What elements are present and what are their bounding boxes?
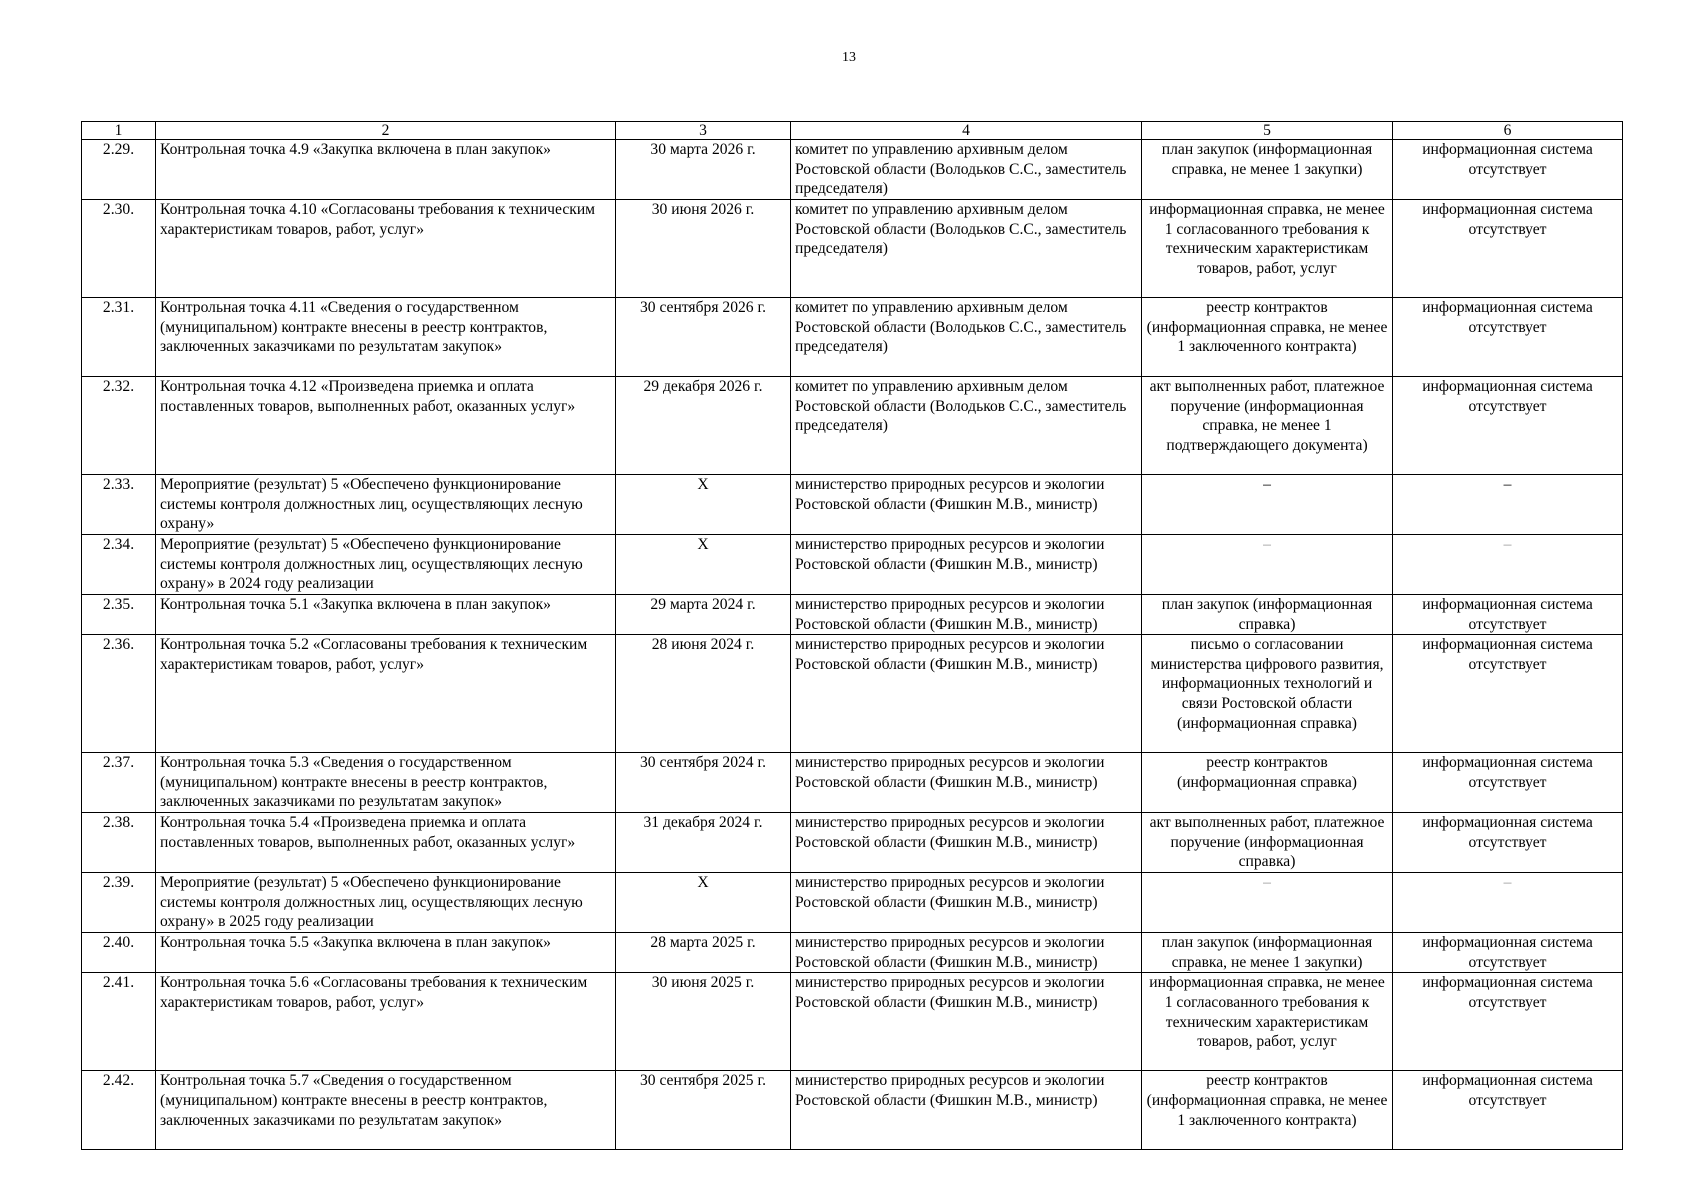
responsible-cell: комитет по управлению архивным делом Ростовской области (Володьков С.С., заместитель председателя) xyxy=(791,200,1142,298)
event-name-cell: Мероприятие (результат) 5 «Обеспечено функционирование системы контроля должностных лиц, осуществляющих лесную охрану» xyxy=(156,475,616,535)
control-points-table xyxy=(81,121,1623,1150)
row-number-cell: 2.41. xyxy=(82,973,156,1071)
info-system-cell: информационная система отсутствует xyxy=(1393,1071,1623,1150)
responsible-cell: министерство природных ресурсов и экологии Ростовской области (Фишкин М.В., министр) xyxy=(791,813,1142,873)
document-cell: – xyxy=(1142,873,1393,933)
info-system-cell: информационная система отсутствует xyxy=(1393,813,1623,873)
responsible-cell: министерство природных ресурсов и экологии Ростовской области (Фишкин М.В., министр) xyxy=(791,535,1142,595)
table-row xyxy=(82,200,1623,298)
date-cell: 29 марта 2024 г. xyxy=(616,595,791,635)
event-name-cell: Контрольная точка 5.6 «Согласованы требования к техническим характеристикам товаров, работ, услуг» xyxy=(156,973,616,1071)
info-system-cell: – xyxy=(1393,873,1623,933)
document-cell: информационная справка, не менее 1 согласованного требования к техническим характеристикам товаров, работ, услуг xyxy=(1142,200,1393,298)
row-number-cell: 2.30. xyxy=(82,200,156,298)
responsible-cell: министерство природных ресурсов и экологии Ростовской области (Фишкин М.В., министр) xyxy=(791,635,1142,753)
date-cell: Х xyxy=(616,535,791,595)
row-number-cell: 2.39. xyxy=(82,873,156,933)
document-cell: реестр контрактов (информационная справка) xyxy=(1142,753,1393,813)
info-system-cell: – xyxy=(1393,535,1623,595)
column-header: 4 xyxy=(791,122,1142,140)
info-system-cell: информационная система отсутствует xyxy=(1393,377,1623,475)
date-cell: 31 декабря 2024 г. xyxy=(616,813,791,873)
date-cell: 30 марта 2026 г. xyxy=(616,140,791,200)
date-cell: 30 июня 2026 г. xyxy=(616,200,791,298)
info-system-cell: информационная система отсутствует xyxy=(1393,753,1623,813)
document-cell: акт выполненных работ, платежное поручение (информационная справка, не менее 1 подтверждающего документа) xyxy=(1142,377,1393,475)
table-row xyxy=(82,595,1623,635)
responsible-cell: министерство природных ресурсов и экологии Ростовской области (Фишкин М.В., министр) xyxy=(791,873,1142,933)
document-cell: план закупок (информационная справка, не менее 1 закупки) xyxy=(1142,140,1393,200)
info-system-cell: информационная система отсутствует xyxy=(1393,973,1623,1071)
info-system-cell: информационная система отсутствует xyxy=(1393,635,1623,753)
document-cell: реестр контрактов (информационная справка, не менее 1 заключенного контракта) xyxy=(1142,1071,1393,1150)
event-name-cell: Контрольная точка 4.12 «Произведена приемка и оплата поставленных товаров, выполненных работ, оказанных услуг» xyxy=(156,377,616,475)
event-name-cell: Мероприятие (результат) 5 «Обеспечено функционирование системы контроля должностных лиц, осуществляющих лесную охрану» в 2024 году реализации xyxy=(156,535,616,595)
date-cell: 30 сентября 2026 г. xyxy=(616,298,791,377)
event-name-cell: Контрольная точка 5.3 «Сведения о государственном (муниципальном) контракте внесены в реестр контрактов, заключенных заказчиками по результатам закупок» xyxy=(156,753,616,813)
document-cell: – xyxy=(1142,475,1393,535)
event-name-cell: Контрольная точка 5.2 «Согласованы требования к техническим характеристикам товаров, работ, услуг» xyxy=(156,635,616,753)
table-row xyxy=(82,1071,1623,1150)
column-header: 5 xyxy=(1142,122,1393,140)
document-cell: план закупок (информационная справка, не менее 1 закупки) xyxy=(1142,933,1393,973)
table-row xyxy=(82,475,1623,535)
info-system-cell: информационная система отсутствует xyxy=(1393,933,1623,973)
info-system-cell: информационная система отсутствует xyxy=(1393,200,1623,298)
responsible-cell: министерство природных ресурсов и экологии Ростовской области (Фишкин М.В., министр) xyxy=(791,753,1142,813)
responsible-cell: комитет по управлению архивным делом Ростовской области (Володьков С.С., заместитель председателя) xyxy=(791,377,1142,475)
info-system-cell: – xyxy=(1393,475,1623,535)
row-number-cell: 2.29. xyxy=(82,140,156,200)
date-cell: 29 декабря 2026 г. xyxy=(616,377,791,475)
row-number-cell: 2.38. xyxy=(82,813,156,873)
row-number-cell: 2.40. xyxy=(82,933,156,973)
info-system-cell: информационная система отсутствует xyxy=(1393,595,1623,635)
table-row xyxy=(82,973,1623,1071)
column-number-header-row xyxy=(82,122,1623,140)
column-header: 3 xyxy=(616,122,791,140)
document-cell: реестр контрактов (информационная справка, не менее 1 заключенного контракта) xyxy=(1142,298,1393,377)
event-name-cell: Контрольная точка 4.10 «Согласованы требования к техническим характеристикам товаров, работ, услуг» xyxy=(156,200,616,298)
document-cell: план закупок (информационная справка) xyxy=(1142,595,1393,635)
document-cell: письмо о согласовании министерства цифрового развития, информационных технологий и связи Ростовской области (информационная справка) xyxy=(1142,635,1393,753)
event-name-cell: Мероприятие (результат) 5 «Обеспечено функционирование системы контроля должностных лиц, осуществляющих лесную охрану» в 2025 году реализации xyxy=(156,873,616,933)
column-header: 6 xyxy=(1393,122,1623,140)
row-number-cell: 2.31. xyxy=(82,298,156,377)
responsible-cell: комитет по управлению архивным делом Ростовской области (Володьков С.С., заместитель председателя) xyxy=(791,140,1142,200)
row-number-cell: 2.33. xyxy=(82,475,156,535)
responsible-cell: министерство природных ресурсов и экологии Ростовской области (Фишкин М.В., министр) xyxy=(791,973,1142,1071)
date-cell: 30 сентября 2025 г. xyxy=(616,1071,791,1150)
row-number-cell: 2.32. xyxy=(82,377,156,475)
table-row xyxy=(82,933,1623,973)
row-number-cell: 2.37. xyxy=(82,753,156,813)
table-row xyxy=(82,535,1623,595)
info-system-cell: информационная система отсутствует xyxy=(1393,140,1623,200)
table-row xyxy=(82,140,1623,200)
date-cell: Х xyxy=(616,475,791,535)
table-row xyxy=(82,298,1623,377)
table-row xyxy=(82,377,1623,475)
row-number-cell: 2.36. xyxy=(82,635,156,753)
date-cell: 30 июня 2025 г. xyxy=(616,973,791,1071)
page-number: 13 xyxy=(842,50,856,65)
responsible-cell: министерство природных ресурсов и экологии Ростовской области (Фишкин М.В., министр) xyxy=(791,933,1142,973)
event-name-cell: Контрольная точка 5.4 «Произведена приемка и оплата поставленных товаров, выполненных работ, оказанных услуг» xyxy=(156,813,616,873)
responsible-cell: министерство природных ресурсов и экологии Ростовской области (Фишкин М.В., министр) xyxy=(791,1071,1142,1150)
responsible-cell: комитет по управлению архивным делом Ростовской области (Володьков С.С., заместитель председателя) xyxy=(791,298,1142,377)
date-cell: 28 марта 2025 г. xyxy=(616,933,791,973)
document-cell: информационная справка, не менее 1 согласованного требования к техническим характеристикам товаров, работ, услуг xyxy=(1142,973,1393,1071)
event-name-cell: Контрольная точка 4.11 «Сведения о государственном (муниципальном) контракте внесены в реестр контрактов, заключенных заказчиками по результатам закупок» xyxy=(156,298,616,377)
table-row xyxy=(82,873,1623,933)
table-row xyxy=(82,813,1623,873)
date-cell: 30 сентября 2024 г. xyxy=(616,753,791,813)
event-name-cell: Контрольная точка 5.5 «Закупка включена в план закупок» xyxy=(156,933,616,973)
event-name-cell: Контрольная точка 4.9 «Закупка включена в план закупок» xyxy=(156,140,616,200)
date-cell: Х xyxy=(616,873,791,933)
event-name-cell: Контрольная точка 5.7 «Сведения о государственном (муниципальном) контракте внесены в реестр контрактов, заключенных заказчиками по результатам закупок» xyxy=(156,1071,616,1150)
document-cell: акт выполненных работ, платежное поручение (информационная справка) xyxy=(1142,813,1393,873)
table-row xyxy=(82,635,1623,753)
info-system-cell: информационная система отсутствует xyxy=(1393,298,1623,377)
row-number-cell: 2.34. xyxy=(82,535,156,595)
responsible-cell: министерство природных ресурсов и экологии Ростовской области (Фишкин М.В., министр) xyxy=(791,595,1142,635)
column-header: 1 xyxy=(82,122,156,140)
row-number-cell: 2.35. xyxy=(82,595,156,635)
document-cell: – xyxy=(1142,535,1393,595)
event-name-cell: Контрольная точка 5.1 «Закупка включена в план закупок» xyxy=(156,595,616,635)
row-number-cell: 2.42. xyxy=(82,1071,156,1150)
table-row xyxy=(82,753,1623,813)
date-cell: 28 июня 2024 г. xyxy=(616,635,791,753)
column-header: 2 xyxy=(156,122,616,140)
responsible-cell: министерство природных ресурсов и экологии Ростовской области (Фишкин М.В., министр) xyxy=(791,475,1142,535)
